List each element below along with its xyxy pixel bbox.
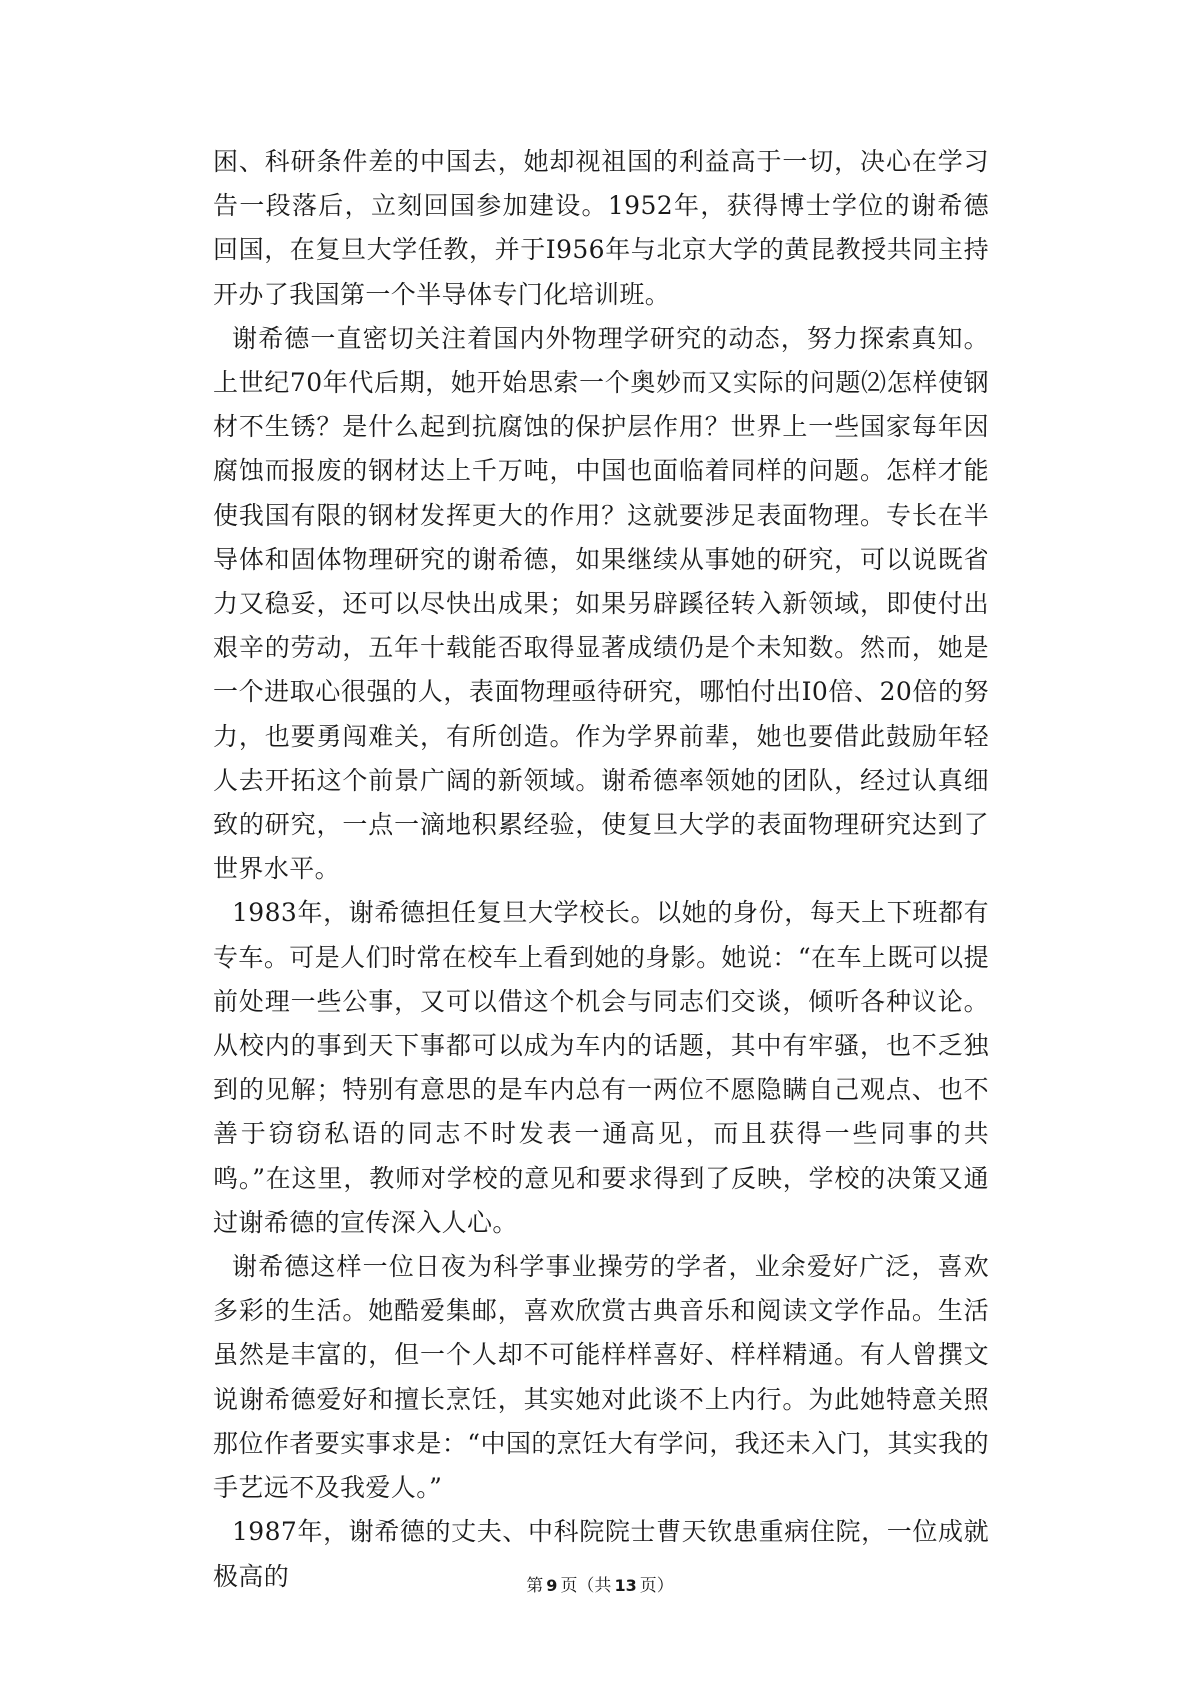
footer-suffix: 页） <box>639 1576 674 1596</box>
paragraph-3: 1983年，谢希德担任复旦大学校长。以她的身份，每天上下班都有专车。可是人们时常在校车上看到她的身影。她说：“在车上既可以提前处理一些公事，又可以借这个机会与同志们交谈，倾听各种议论。从校内的事到天下事都可以成为车内的话题，其中有牢骚，也不乏独到的见解；特别有意思的是车内总有一两位不愿隐瞒自己观点、也不善于窃窃私语的同志不时发表一通高见，而且获得一些同事的共鸣。”在这里，教师对学校的意见和要求得到了反映，学校的决策又通过谢希德的宣传深入人心。 <box>213 898 989 1237</box>
page-footer <box>0 1575 1200 1597</box>
footer-prefix: 第 <box>526 1576 544 1596</box>
footer-middle: 页（共 <box>560 1576 612 1596</box>
total-pages-number: 13 <box>614 1576 637 1595</box>
paragraph-2: 谢希德一直密切关注着国内外物理学研究的动态，努力探索真知。上世纪70年代后期，她开始思索一个奥妙而又实际的问题⑵怎样使钢材不生锈？是什么起到抗腐蚀的保护层作用？世界上一些国家每年因腐蚀而报废的钢材达上千万吨，中国也面临着同样的问题。怎样才能使我国有限的钢材发挥更大的作用？这就要涉足表面物理。专长在半导体和固体物理研究的谢希德，如果继续从事她的研究，可以说既省力又稳妥，还可以尽快出成果；如果另辟蹊径转入新领域，即使付出艰辛的劳动，五年十载能否取得显著成绩仍是个未知数。然而，她是一个进取心很强的人，表面物理亟待研究，哪怕付出I0倍、20倍的努力，也要勇闯难关，有所创造。作为学界前辈，她也要借此鼓励年轻人去开拓这个前景广阔的新领域。谢希德率领她的团队，经过认真细致的研究，一点一滴地积累经验，使复旦大学的表面物理研究达到了世界水平。 <box>213 323 989 884</box>
body-text <box>213 140 989 1599</box>
current-page-number: 9 <box>546 1576 558 1595</box>
paragraph-4: 谢希德这样一位日夜为科学事业操劳的学者，业余爱好广泛，喜欢多彩的生活。她酷爱集邮，喜欢欣赏古典音乐和阅读文学作品。生活虽然是丰富的，但一个人却不可能样样喜好、样样精通。有人曾撰文说谢希德爱好和擅长烹饪，其实她对此谈不上内行。为此她特意关照那位作者要实事求是：“中国的烹饪大有学问，我还未入门，其实我的手艺远不及我爱人。” <box>213 1252 989 1503</box>
paragraph-5: 1987年，谢希德的丈夫、中科院院士曹天钦患重病住院，一位成就极高的 <box>213 1517 989 1591</box>
paragraph-1: 困、科研条件差的中国去，她却视祖国的利益高于一切，决心在学习告一段落后，立刻回国参加建设。1952年，获得博士学位的谢希德回国，在复旦大学任教，并于I956年与北京大学的黄昆教授共同主持开办了我国第一个半导体专门化培训班。 <box>213 147 989 309</box>
